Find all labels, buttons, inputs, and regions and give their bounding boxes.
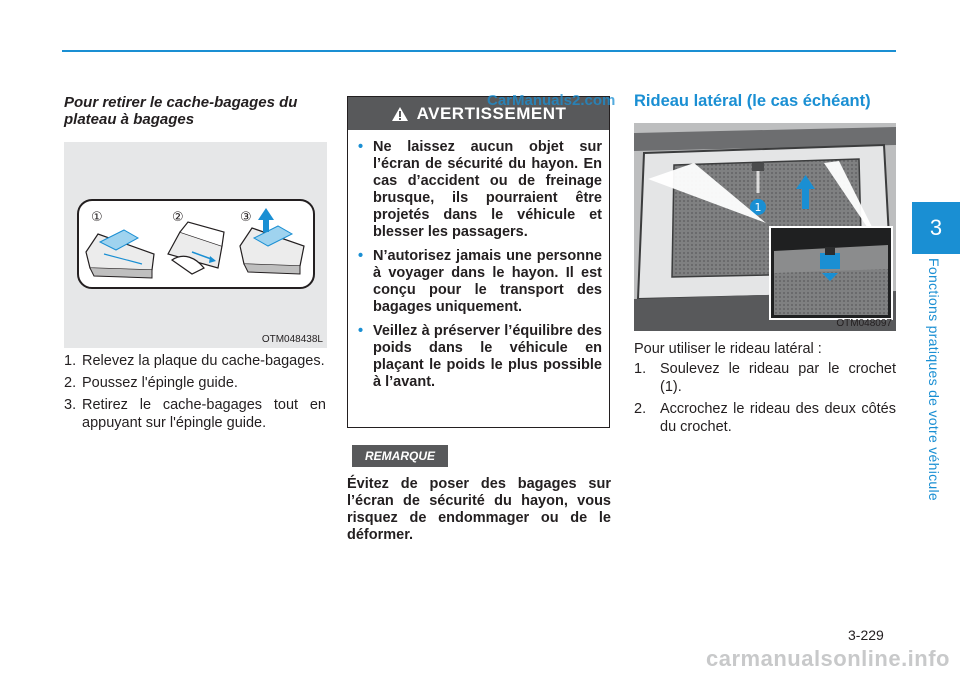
figure-code: OTM048438L — [261, 334, 323, 345]
section-title-cache-bagages: Pour retirer le cache-bagages du plateau à bagages — [64, 94, 298, 128]
figure-rideau — [634, 123, 896, 331]
section-title-rideau: Rideau latéral (le cas échéant) — [634, 92, 871, 110]
list-item — [634, 360, 896, 396]
warning-heading: AVERTISSEMENT — [416, 103, 567, 123]
chapter-label: Fonctions pratiques de votre véhicule — [926, 258, 942, 502]
warning-item-text: Ne laissez aucun objet sur l’écran de sécurité du hayon. En cas d’accident ou de freinage brusque, ils pourraient être projetés dans le véhicule et blesser les passagers. — [373, 139, 602, 240]
figure-step-3: ③ — [240, 210, 252, 225]
warning-list — [358, 139, 602, 398]
warning-item — [358, 248, 602, 316]
step-number: 1. — [634, 361, 647, 377]
warning-box — [347, 96, 610, 428]
step-text: Retirez le cache-bagages tout en appuyant sur l'épingle guide. — [82, 397, 326, 431]
step-number: 1. — [64, 353, 77, 369]
step-number: 2. — [634, 401, 647, 417]
figure-step-1: ① — [91, 210, 103, 225]
figure-callout-1: 1 — [754, 201, 762, 214]
page-number: 3-229 — [848, 627, 884, 643]
figure-cache-bagages — [64, 142, 327, 348]
warning-item-text: Veillez à préserver l’équilibre des poids dans le véhicule en plaçant le poids le plus possible à l’avant. — [373, 323, 602, 390]
chapter-number: 3 — [929, 215, 943, 240]
list-item — [634, 400, 896, 436]
figure-step-2: ② — [172, 210, 184, 225]
top-rule — [62, 50, 896, 52]
warning-item — [358, 139, 602, 241]
curtain-intro: Pour utiliser le rideau latéral : — [634, 341, 822, 357]
list-item — [64, 396, 326, 432]
figure-code: OTM048097 — [836, 318, 892, 329]
step-number: 3. — [64, 397, 77, 413]
watermark-top: CarManuals2.com — [487, 92, 616, 109]
warning-triangle-icon — [391, 106, 409, 122]
watermark-bottom: carmanualsonline.info — [706, 646, 950, 671]
side-curtain-illustration — [634, 123, 896, 331]
list-item — [64, 374, 326, 392]
cargo-cover-illustration — [64, 142, 327, 348]
list-item — [64, 352, 326, 370]
bullet-icon: • — [358, 248, 364, 264]
steps-rideau — [634, 360, 896, 440]
bullet-icon: • — [358, 323, 364, 339]
note-label: REMARQUE — [352, 445, 448, 467]
step-text: Relevez la plaque du cache-bagages. — [82, 353, 325, 369]
step-number: 2. — [64, 375, 77, 391]
step-text: Poussez l'épingle guide. — [82, 375, 238, 391]
bullet-icon: • — [358, 139, 364, 155]
step-text: Soulevez le rideau par le crochet (1). — [660, 361, 896, 395]
steps-cache-bagages — [64, 352, 326, 436]
note-text: Évitez de poser des bagages sur l’écran de sécurité du hayon, vous risquez de endommager ou de le déformer. — [347, 476, 611, 543]
warning-item — [358, 323, 602, 391]
step-text: Accrochez le rideau des deux côtés du crochet. — [660, 401, 896, 435]
warning-item-text: N’autorisez jamais une personne à voyager dans le hayon. Il est conçu pour le transport des bagages uniquement. — [373, 248, 602, 315]
chapter-tab — [912, 202, 960, 254]
